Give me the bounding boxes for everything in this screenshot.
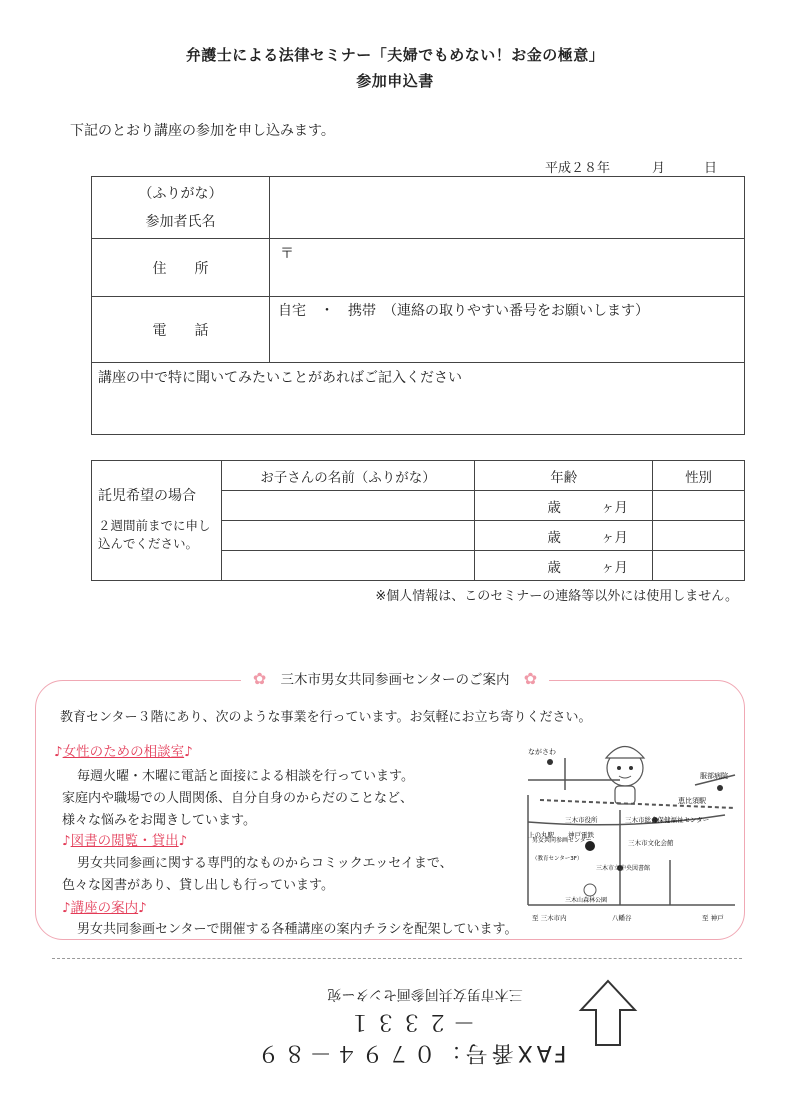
music-note-icon: ♪ — [184, 744, 193, 760]
name-label: 参加者氏名 — [145, 214, 216, 230]
age-year-unit: 歳 — [547, 499, 561, 516]
section-line: 色々な図書があり、貸し出しも行っています。 — [62, 878, 334, 893]
map-label: ながさわ — [528, 748, 556, 756]
map-label: 三木山森林公園 — [565, 897, 608, 904]
question-label: 講座の中で特に聞いてみたいことがあればご記入ください — [98, 370, 462, 386]
phone-options: 自宅 ・ 携帯 （連絡の取りやすい番号をお願いします） — [278, 303, 649, 319]
age-month-unit: ヶ月 — [600, 499, 628, 516]
child-name-field[interactable] — [221, 491, 475, 521]
child-name-field[interactable] — [221, 551, 475, 581]
date-day: 日 — [704, 161, 718, 176]
date-era: 平成２８年 — [545, 161, 611, 176]
child-age-field[interactable] — [475, 551, 653, 581]
col-child-name: お子さんの名前（ふりがな） — [221, 461, 475, 491]
question-field[interactable] — [92, 363, 745, 435]
map-label: 服部病院 — [700, 772, 728, 780]
info-title-bar — [241, 668, 549, 688]
map-label: 恵比須駅 — [678, 797, 706, 805]
child-gender-field[interactable] — [653, 491, 745, 521]
col-gender: 性別 — [653, 461, 745, 491]
music-note-icon: ♪ — [178, 833, 188, 849]
document-title: 弁護士による法律セミナー「夫婦でもめない！お金の極意」 — [185, 46, 605, 64]
child-age-field[interactable] — [475, 521, 653, 551]
childcare-title: 託児希望の場合 — [98, 488, 196, 504]
name-field[interactable] — [270, 177, 745, 239]
phone-label: 電 話 — [92, 297, 270, 363]
mascot-icon — [606, 747, 644, 805]
cut-line — [52, 958, 742, 959]
section-heading-counseling — [54, 740, 193, 760]
name-label-cell — [92, 177, 270, 239]
map-label: 神戸電鉄 — [568, 831, 594, 839]
music-note-icon: ♪ — [62, 833, 71, 849]
section-heading-text: 講座の案内 — [70, 900, 139, 916]
ribbon-icon: ✿ — [252, 669, 267, 688]
section-line: 様々な悩みをお聞きしています。 — [62, 813, 256, 828]
document-subtitle: 参加申込書 — [356, 72, 434, 90]
map-label: 男女共同参画センター — [532, 837, 592, 844]
map-label: 三木市立中央図書館 — [596, 865, 651, 872]
section-heading-text: 図書の閲覧・貸出 — [70, 833, 179, 849]
section-line: 毎週火曜・木曜に電話と面接による相談を行っています。 — [77, 769, 414, 784]
info-title-wrap — [0, 668, 790, 688]
music-note-icon: ♪ — [62, 900, 71, 916]
map-label: 三木市文化会館 — [628, 839, 674, 847]
col-age: 年齢 — [475, 461, 653, 491]
privacy-notice: ※個人情報は、このセミナーの連絡等以外には使用しません。 — [375, 589, 738, 604]
age-month-unit: ヶ月 — [600, 559, 628, 576]
age-month-unit: ヶ月 — [600, 529, 628, 546]
age-year-unit: 歳 — [547, 529, 561, 546]
fax-recipient: 三木市男女共同参画センター宛 — [327, 986, 523, 1002]
section-line: 男女共同参画に関する専門的なものからコミックエッセイまで、 — [77, 856, 453, 871]
info-intro: 教育センター３階にあり、次のような事業を行っています。お気軽にお立ち寄りください。 — [60, 710, 592, 725]
intro-text: 下記のとおり講座の参加を申し込みます。 — [70, 123, 335, 139]
map-label: 至 三木市内 — [532, 914, 567, 922]
map-label: 上の丸駅 — [528, 831, 554, 839]
map-label: 至 神戸 — [702, 914, 724, 922]
section-heading-courses — [62, 896, 147, 916]
address-label: 住 所 — [92, 239, 270, 297]
address-field[interactable] — [270, 239, 745, 297]
child-gender-field[interactable] — [653, 551, 745, 581]
childcare-label-cell — [92, 461, 222, 581]
child-name-field[interactable] — [221, 521, 475, 551]
music-note-icon: ♪ — [54, 744, 63, 760]
section-heading-text: 女性のための相談室 — [62, 744, 185, 760]
section-line: 家庭内や職場での人間関係、自分自身のからだのことなど、 — [62, 791, 414, 806]
ribbon-icon: ✿ — [523, 669, 538, 688]
music-note-icon: ♪ — [138, 900, 147, 916]
arrow-up-icon — [578, 978, 638, 1048]
furigana-label: （ふりがな） — [138, 186, 223, 202]
phone-field[interactable] — [270, 297, 745, 363]
postal-mark: 〒 — [280, 246, 294, 262]
map-label: 三木市役所 — [565, 816, 598, 824]
map-label: 八幡谷 — [612, 914, 632, 922]
age-year-unit: 歳 — [547, 559, 561, 576]
map-label: （教育センター3F） — [532, 856, 583, 862]
date-month: 月 — [652, 161, 666, 176]
map-label: 三木市総合保健福祉センター — [625, 816, 710, 824]
info-title: 三木市男女共同参画センターのご案内 — [280, 672, 510, 688]
section-heading-library — [62, 829, 187, 849]
childcare-note: ２週間前までに申し込んでください。 — [98, 518, 211, 551]
access-map — [520, 730, 740, 935]
section-line: 男女共同参画センターで開催する各種講座の案内チラシを配架しています。 — [77, 922, 518, 937]
child-gender-field[interactable] — [653, 521, 745, 551]
childcare-table — [91, 460, 745, 581]
application-form — [91, 176, 745, 435]
child-age-field[interactable] — [475, 491, 653, 521]
fax-number: FAX番号：０７９４－８９－２３３１ — [253, 1009, 567, 1065]
